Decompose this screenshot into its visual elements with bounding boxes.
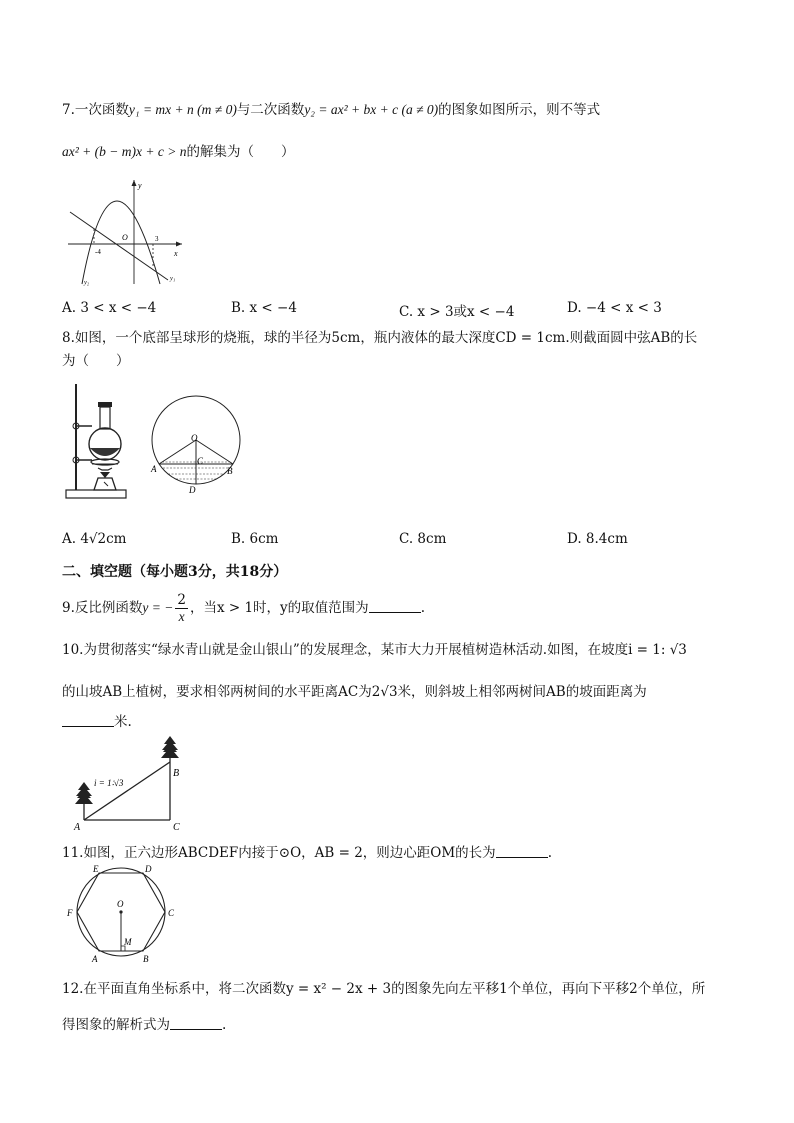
q10-point-c: C <box>173 822 180 832</box>
q12-stem-line1: 12.在平面直角坐标系中，将二次函数y = x² − 2x + 3的图象先向左平移1个单位，再向下平移2个单位，所 <box>62 981 706 997</box>
q10-point-b: B <box>173 768 180 779</box>
q7-y1-label: y₁ <box>170 275 176 282</box>
q9-text: ，当x > 1时，y的取值范围为 <box>189 600 369 616</box>
q9-numerator: 2 <box>177 592 186 608</box>
q7-tick-3: 3 <box>155 235 159 243</box>
q11-stem <box>62 841 552 861</box>
q9-formula: y = − <box>142 600 174 615</box>
q7-text: 与二次函数 <box>236 102 305 118</box>
q7-origin-label: O <box>122 233 128 242</box>
q7-y2-label: y₂ <box>84 279 90 286</box>
q7-text: 的解集为（ ） <box>186 144 295 160</box>
q7-option-b[interactable]: B. x < −4 <box>231 300 297 316</box>
q11-text: . <box>547 845 552 861</box>
q7-axis-y-label: y <box>138 181 142 190</box>
q11-hexagon-diagram <box>64 860 184 964</box>
section-title-fill-in: 二、填空题（每小题3分，共18分） <box>62 564 288 580</box>
q11-point-c: C <box>168 908 175 918</box>
q7-text: 7.一次函数 <box>62 102 129 118</box>
q8-option-a[interactable]: A. 4√2cm <box>62 531 127 547</box>
q7-stem-line1 <box>62 98 600 118</box>
q9-text: . <box>420 600 425 616</box>
q10-stem-line2: 的山坡AB上植树，要求相邻两树间的水平距离AC为2√3米，则斜坡上相邻两树间AB的坡面距离为 <box>62 684 647 700</box>
q9-fraction <box>175 593 188 624</box>
q8-stem-line2: 为（ ） <box>62 353 130 369</box>
q7-function-graph <box>64 176 184 288</box>
q10-point-a: A <box>74 822 81 832</box>
q8-point-d: D <box>189 485 196 495</box>
q10-text: 米. <box>114 714 132 730</box>
q11-text: 11.如图，正六边形ABCDEF内接于⊙O，AB = 2，则边心距OM的长为 <box>62 845 496 861</box>
q11-point-d: D <box>145 864 152 874</box>
q7-inequality: ax² + (b − m)x + c > n <box>62 144 187 159</box>
q11-answer-blank[interactable] <box>496 845 548 858</box>
q10-stem-line1: 10.为贯彻落实“绿水青山就是金山银山”的发展理念，某市大力开展植树造林活动.如图，在坡度i = 1: √3 <box>62 642 687 658</box>
q7-text: 的图象如图所示，则不等式 <box>438 102 601 118</box>
q8-point-c: C <box>197 456 204 466</box>
q9-text: 9.反比例函数 <box>62 600 143 616</box>
q10-slope-label: i = 1∶√3 <box>94 778 124 788</box>
q8-option-b[interactable]: B. 6cm <box>231 531 279 547</box>
q7-formula-quadratic: y₂ = ax² + bx + c (a ≠ 0) <box>304 102 439 117</box>
flask-apparatus-illustration <box>62 378 130 502</box>
q11-point-m: M <box>124 937 132 947</box>
q11-point-e: E <box>93 864 99 874</box>
q7-formula-linear: y₁ = mx + n (m ≠ 0) <box>128 102 237 117</box>
q8-circle-diagram <box>148 384 242 496</box>
q8-option-c[interactable]: C. 8cm <box>399 531 447 547</box>
q12-text: . <box>222 1017 227 1033</box>
q9-stem <box>62 593 425 624</box>
q11-point-o: O <box>117 899 124 909</box>
q7-option-a[interactable]: A. 3 < x < −4 <box>62 300 157 316</box>
q12-text: 得图象的解析式为 <box>62 1017 170 1033</box>
q10-answer-blank[interactable] <box>62 714 114 727</box>
q7-axis-x-label: x <box>174 249 178 258</box>
q8-point-b: B <box>227 466 233 476</box>
q7-tick-neg4: -4 <box>95 248 101 256</box>
q12-answer-blank[interactable] <box>170 1017 222 1030</box>
q7-option-c[interactable]: C. x > 3或x < −4 <box>399 304 515 320</box>
q12-stem-line2 <box>62 1013 226 1033</box>
q8-point-a: A <box>151 464 157 474</box>
q7-option-d[interactable]: D. −4 < x < 3 <box>567 300 662 316</box>
q8-option-d[interactable]: D. 8.4cm <box>567 531 628 547</box>
q10-slope-diagram <box>70 736 188 832</box>
q7-stem-line2 <box>62 140 294 160</box>
q11-point-a: A <box>92 954 98 964</box>
q11-point-f: F <box>67 908 73 918</box>
q9-denominator: x <box>178 609 185 624</box>
q11-point-b: B <box>143 954 149 964</box>
q8-stem-line1: 8.如图，一个底部呈球形的烧瓶，球的半径为5cm，瓶内液体的最大深度CD = 1cm.则截面圆中弦AB的长 <box>62 330 698 346</box>
q8-point-o: O <box>191 433 198 443</box>
q10-stem-line3 <box>62 710 132 730</box>
q9-answer-blank[interactable] <box>369 600 421 613</box>
